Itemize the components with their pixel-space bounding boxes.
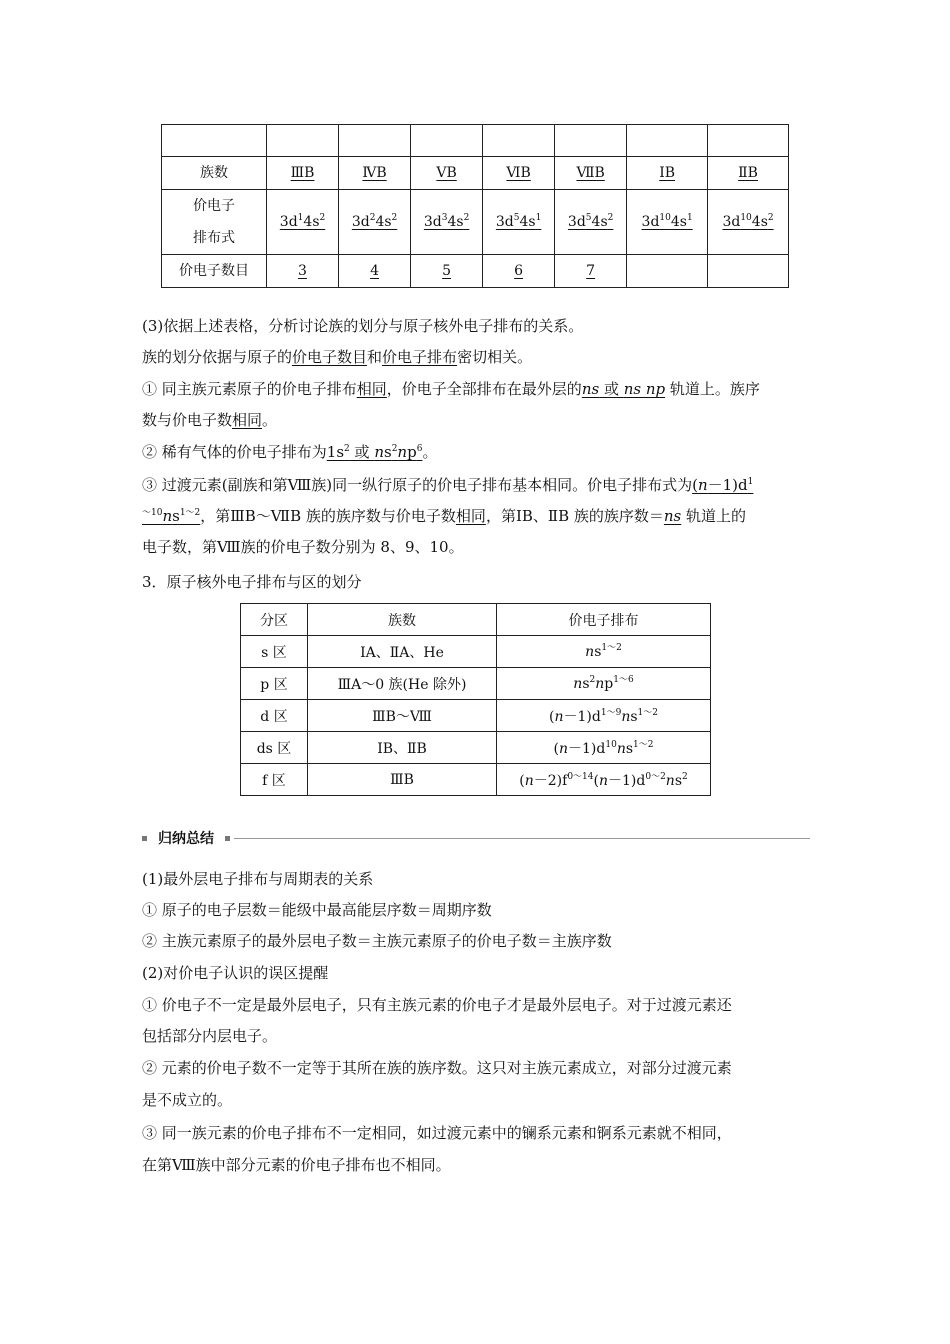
group-cell: ⅦB — [576, 165, 605, 181]
count-cell: 5 — [442, 263, 452, 279]
row-label: 族数 — [162, 157, 267, 190]
count-cell: 7 — [586, 263, 596, 279]
summary-line: 是不成立的。 — [142, 1091, 233, 1109]
group-cell: ⅣB — [362, 165, 387, 181]
summary-line: (1)最外层电子排布与周期表的关系 — [142, 870, 374, 888]
valence-electron-table — [161, 124, 789, 288]
config-cell: $3d^24s^2$ — [351, 213, 398, 230]
table-row-empty — [162, 125, 789, 157]
row-label: 价电子 排布式 — [162, 190, 267, 255]
section-heading-3: 3．原子核外电子排布与区的划分 — [142, 573, 362, 591]
config-cell: $3d^14s^2$ — [279, 213, 326, 230]
point-noble-gas: ② 稀有气体的价电子排布为$1s^2$ 或 $ns^2np^6$。 — [142, 443, 438, 461]
summary-line: ③ 同一族元素的价电子排布不一定相同，如过渡元素中的镧系元素和锕系元素就不相同， — [142, 1124, 732, 1142]
point-main-group: ① 同主族元素原子的价电子排布相同，价电子全部排布在最外层的ns 或 ns np 轨道上。族序 数与价电子数相同。 — [142, 380, 760, 429]
table-row-config — [162, 190, 789, 255]
table-header-row — [241, 604, 711, 636]
zone-table — [240, 603, 711, 796]
config-cell: $3d^54s^2$ — [567, 213, 614, 230]
config-cell: $3d^{10}4s^2$ — [722, 213, 774, 230]
square-bullet-icon — [142, 836, 147, 841]
group-basis-text: 族的划分依据与原子的价电子数目和价电子排布密切相关。 — [142, 348, 533, 366]
summary-line: (2)对价电子认识的误区提醒 — [142, 964, 329, 982]
summary-title: 归纳总结 — [158, 831, 214, 847]
summary-line: 在第Ⅷ族中部分元素的价电子排布也不相同。 — [142, 1156, 451, 1174]
table-row: p 区 ⅢA～0 族(He 除外) $ns^2np^{1\sim 6}$ — [241, 668, 711, 700]
summary-line: 包括部分内层电子。 — [142, 1027, 278, 1045]
table-row: f 区 ⅢB $(n-2)f^{0\sim 14}(n-1)d^{0\sim 2}ns^2$ — [241, 764, 711, 796]
summary-line: ① 价电子不一定是最外层电子，只有主族元素的价电子才是最外层电子。对于过渡元素还 — [142, 996, 732, 1014]
question-3: (3)依据上述表格，分析讨论族的划分与原子核外电子排布的关系。 — [142, 317, 584, 335]
config-cell: $3d^34s^2$ — [423, 213, 470, 230]
table-row-count — [162, 255, 789, 288]
table-row-group — [162, 157, 789, 190]
count-cell: 4 — [370, 263, 379, 279]
group-cell: ⅡB — [738, 165, 758, 181]
table-row: d 区 ⅢB～Ⅷ $(n-1)d^{1\sim 9}ns^{1\sim 2}$ — [241, 700, 711, 732]
group-cell: ⅤB — [436, 165, 457, 181]
config-cell: $3d^{10}4s^1$ — [641, 213, 693, 230]
divider — [234, 838, 810, 839]
summary-line: ② 元素的价电子数不一定等于其所在族的族序数。这只对主族元素成立，对部分过渡元素 — [142, 1059, 732, 1077]
count-cell: 6 — [514, 263, 524, 279]
header-zone: 分区 — [241, 604, 308, 636]
group-cell: ⅥB — [506, 165, 531, 181]
count-cell: 3 — [298, 263, 307, 279]
config-cell: $3d^54s^1$ — [495, 213, 542, 230]
table-row: s 区 ⅠA、ⅡA、He $ns^{1\sim 2}$ — [241, 636, 711, 668]
summary-line: ① 原子的电子层数＝能级中最高能层序数＝周期序数 — [142, 901, 492, 919]
group-cell: ⅠB — [659, 165, 676, 181]
group-cell: ⅢB — [290, 165, 315, 181]
table-row: ds 区 ⅠB、ⅡB $(n-1)d^{10}ns^{1\sim 2}$ — [241, 732, 711, 764]
header-groups: 族数 — [308, 604, 497, 636]
summary-line: ② 主族元素原子的最外层电子数＝主族元素原子的价电子数＝主族序数 — [142, 932, 612, 950]
header-config: 价电子排布 — [497, 604, 711, 636]
summary-header — [142, 830, 810, 850]
square-bullet-icon — [225, 836, 230, 841]
point-transition: ③ 过渡元素(副族和第Ⅷ族)同一纵行原子的价电子排布基本相同。价电子排布式为$(n-1)d^1$ $^{\sim 10}ns^{1\sim 2}$，第ⅢB～ⅦB 族的族序数与价电子数相同，第ⅠB、ⅡB 族的族序数＝ns 轨道上的 电子数，第Ⅷ族的价电子数分别为 8、9、10。 — [142, 476, 754, 556]
row-label: 价电子数目 — [162, 255, 267, 288]
